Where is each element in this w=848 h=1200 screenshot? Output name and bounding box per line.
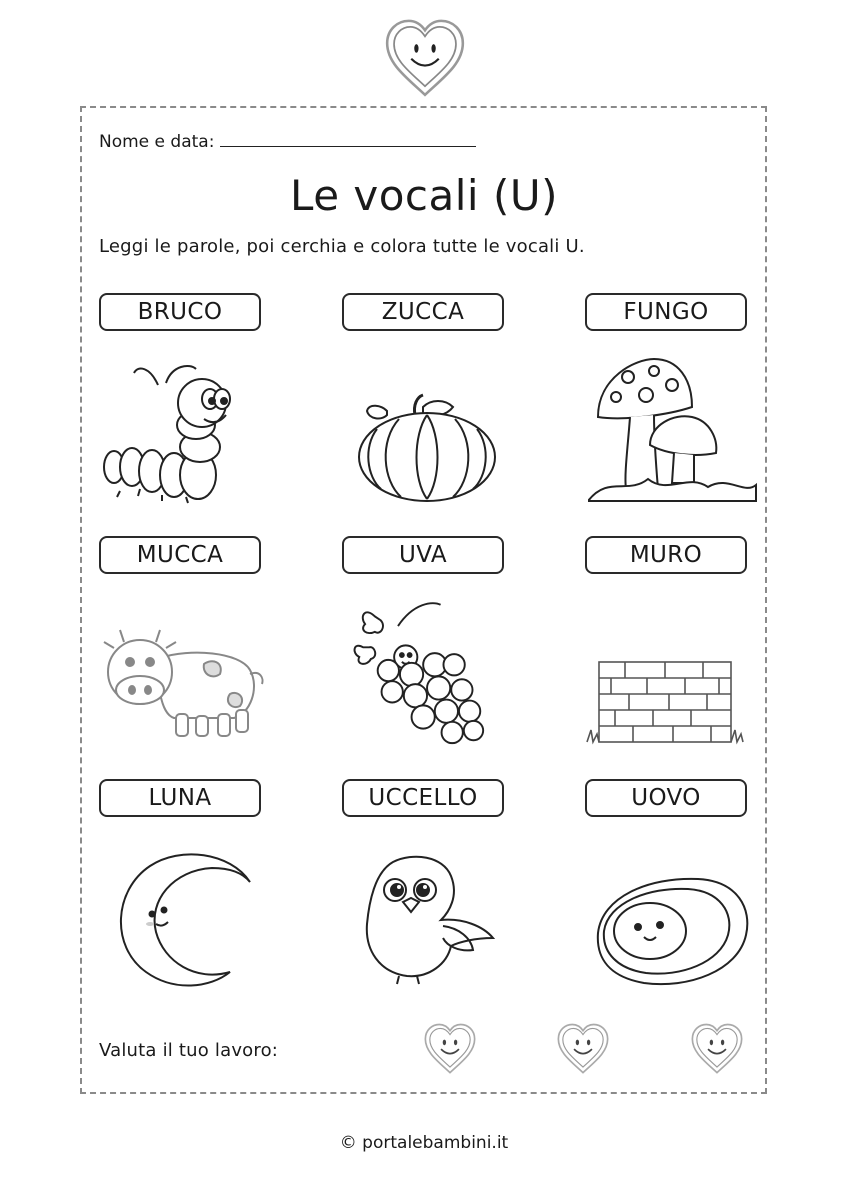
page-title: Le vocali (U) xyxy=(290,171,558,220)
name-date-line xyxy=(99,130,476,152)
smiley-heart-icon xyxy=(382,14,468,100)
word-box-muro[interactable]: MURO xyxy=(585,536,747,574)
rating-heart-2-icon[interactable] xyxy=(555,1020,611,1076)
self-rating-label: Valuta il tuo lavoro: xyxy=(99,1040,279,1061)
word-box-bruco[interactable]: BRUCO xyxy=(99,293,261,331)
name-date-blank[interactable] xyxy=(220,130,476,147)
word-box-mucca[interactable]: MUCCA xyxy=(99,536,261,574)
word-box-luna[interactable]: LUNA xyxy=(99,779,261,817)
word-box-uovo[interactable]: UOVO xyxy=(585,779,747,817)
wall-icon xyxy=(585,625,755,775)
footer-copyright: © portalebambini.it xyxy=(339,1133,509,1153)
rating-heart-1-icon[interactable] xyxy=(422,1020,478,1076)
instruction-text: Leggi le parole, poi cerchia e colora tutte le vocali U. xyxy=(99,236,585,257)
mushroom-icon xyxy=(588,355,758,505)
egg-icon xyxy=(588,858,758,1008)
cow-icon xyxy=(100,608,270,758)
bird-icon xyxy=(343,842,513,992)
word-box-uva[interactable]: UVA xyxy=(342,536,504,574)
word-box-zucca[interactable]: ZUCCA xyxy=(342,293,504,331)
moon-icon xyxy=(100,842,270,992)
rating-heart-3-icon[interactable] xyxy=(689,1020,745,1076)
caterpillar-icon xyxy=(100,355,270,505)
word-box-fungo[interactable]: FUNGO xyxy=(585,293,747,331)
name-date-label: Nome e data: xyxy=(99,132,215,152)
pumpkin-icon xyxy=(343,370,513,520)
grapes-icon xyxy=(343,597,513,747)
word-box-uccello[interactable]: UCCELLO xyxy=(342,779,504,817)
